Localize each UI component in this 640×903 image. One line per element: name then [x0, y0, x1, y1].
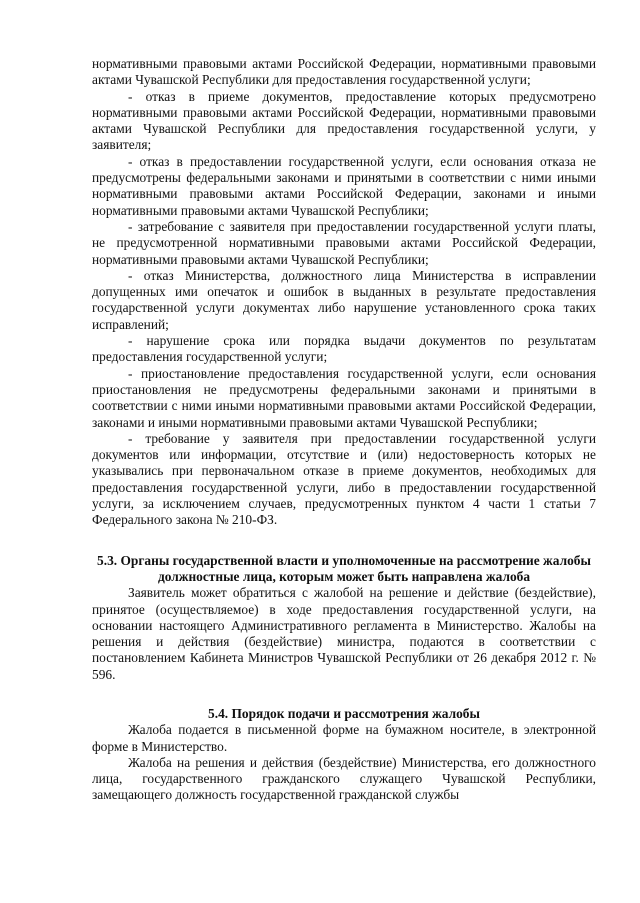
section-spacer: [92, 683, 596, 706]
list-item-deadline-violation: - нарушение срока или порядка выдачи документов по результатам предоставления государственной услуги;: [92, 333, 596, 365]
list-item-refusal-service: - отказ в предоставлении государственной услуги, если основания отказа не предусмотрены федеральными законами и принятыми в соответствии с ними иными нормативными правовыми актами Российской Федерации, законами и иными нормативными правовыми актами Чувашской Республики;: [92, 153, 596, 218]
section-5-4-paragraph-1: Жалоба подается в письменной форме на бумажном носителе, в электронной форме в Министерство.: [92, 722, 596, 754]
paragraph-continuation: нормативными правовыми актами Российской Федерации, нормативными правовыми актами Чувашской Республики для предоставления государственной услуги;: [92, 56, 596, 88]
section-spacer: [92, 529, 596, 553]
list-item-refusal-documents: - отказ в приеме документов, предоставление которых предусмотрено нормативными правовыми актами Российской Федерации, нормативными правовыми актами Чувашской Республики для предоставления государственной услуги, у заявителя;: [92, 88, 596, 153]
section-heading-5-3: 5.3. Органы государственной власти и уполномоченные на рассмотрение жалобы должностные лица, которым может быть направлена жалоба: [97, 552, 591, 584]
list-item-suspension: - приостановление предоставления государственной услуги, если основания приостановления не предусмотрены федеральными законами и принятыми в соответствии с ними иными нормативными правовыми актами Российской Федерации, законами и иными нормативными правовыми актами Чувашской Республики;: [92, 365, 596, 430]
section-5-4-paragraph-2: Жалоба на решения и действия (бездействие) Министерства, его должностного лица, государственного гражданского служащего Чувашской Республики, замещающего должность государственной гражданской службы: [92, 754, 596, 803]
list-item-document-demand: - требование у заявителя при предоставлении государственной услуги документов или информации, отсутствие и (или) недостоверность которых не указывались при первоначальном отказе в приеме документов, необходимых для предоставления государственной услуги, либо в предоставлении государственной услуги, за исключением случаев, предусмотренных пунктом 4 части 1 статьи 7 Федерального закона № 210-ФЗ.: [92, 430, 596, 528]
list-item-fee-demand: - затребование с заявителя при предоставлении государственной услуги платы, не предусмотренной нормативными правовыми актами Российской Федерации, нормативными правовыми актами Чувашской Республики;: [92, 218, 596, 267]
list-item-refusal-corrections: - отказ Министерства, должностного лица Министерства в исправлении допущенных ими опечаток и ошибок в выданных в результате предоставления государственной услуги документах либо нарушение установленного срока таких исправлений;: [92, 267, 596, 332]
section-heading-5-4: 5.4. Порядок подачи и рассмотрения жалобы: [208, 705, 480, 721]
section-5-3-paragraph: Заявитель может обратиться с жалобой на решение и действие (бездействие), принятое (осуществляемое) в ходе предоставления государственной услуги, на основании настоящего Административного регламента в Министерство. Жалобы на решения и действия (бездействие) министра, подаются в соответствии с постановлением Кабинета Министров Чувашской Республики от 26 декабря 2012 г. № 596.: [92, 585, 596, 682]
document-page: [92, 56, 596, 804]
